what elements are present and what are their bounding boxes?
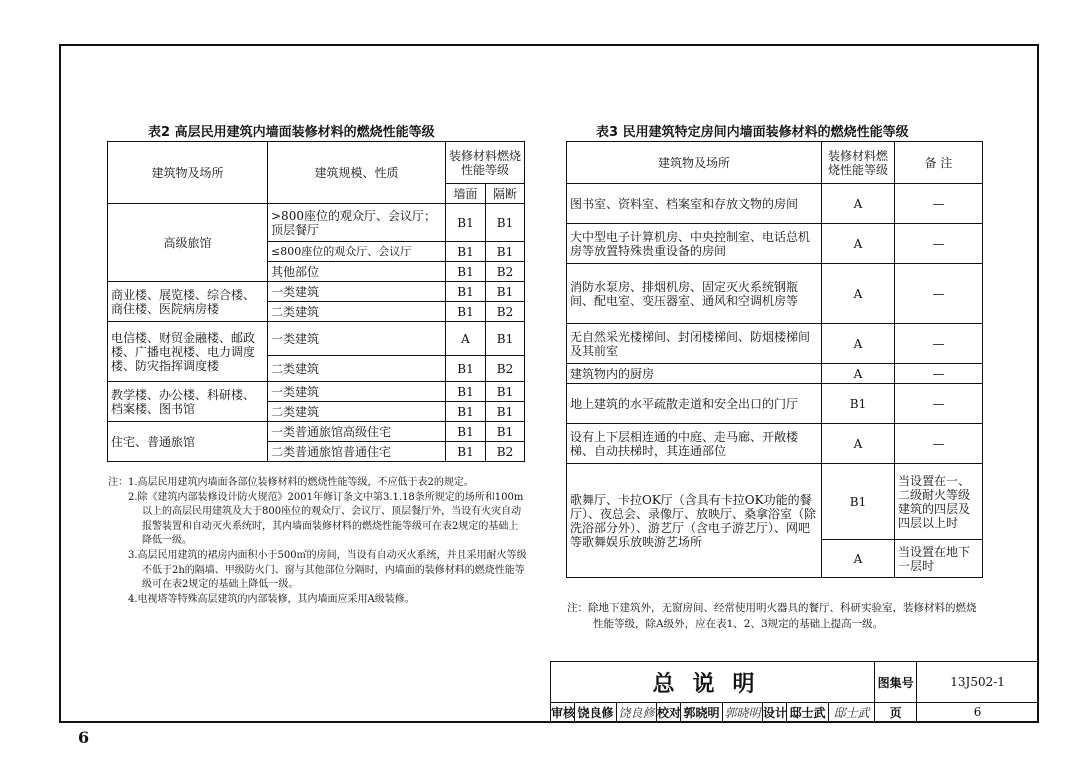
table2-notes-label: 注： [108, 477, 128, 488]
table2-group: 教学楼、办公楼、科研楼、档案楼、图书馆 [108, 382, 268, 422]
checker-name: 郭晓明 [681, 703, 723, 722]
table3-grade-cell: A [822, 264, 895, 324]
table2-scale-cell: 二类建筑 [268, 402, 446, 422]
table3-place-cell: 图书室、资料室、档案室和存放文物的房间 [567, 184, 822, 224]
table2 [107, 141, 525, 462]
table2-head-scale: 建筑规模、性质 [268, 142, 446, 204]
table2-scale-cell: 二类建筑 [268, 302, 446, 322]
table2-partition-cell: B1 [486, 204, 525, 242]
table3-grade-cell: A [822, 324, 895, 364]
table3-head-grade: 装修材料燃烧性能等级 [822, 142, 895, 184]
table3-remark-cell: — [895, 364, 983, 384]
table3-note: 注：除地下建筑外，无窗房间、经常使用明火器具的餐厅、科研实验室，装修材料的燃烧性能等级，除A级外，应在表1、2、3规定的基础上提高一级。 [567, 602, 977, 630]
table3-grade-cell: A [822, 424, 895, 464]
table2-scale-cell: 其他部位 [268, 262, 446, 282]
designer-signature: 邸士武 [829, 703, 875, 722]
table2-partition-cell: B1 [486, 382, 525, 402]
table3-grade-cell: B1 [822, 384, 895, 424]
drawing-title: 总说明 [652, 671, 773, 697]
table2-partition-cell: B1 [486, 322, 525, 356]
table2-wall-cell: B1 [446, 422, 486, 442]
table3-grade-cell: B1 [822, 464, 895, 540]
reviewer-name: 饶良修 [575, 703, 617, 722]
table2-partition-cell: B2 [486, 302, 525, 322]
table2-notes [108, 476, 528, 607]
table2-head-building: 建筑物及场所 [108, 142, 268, 204]
table3-grade-cell: A [822, 184, 895, 224]
table3-notes [567, 600, 985, 632]
table2-partition-cell: B2 [486, 356, 525, 382]
check-label: 校对 [657, 703, 681, 722]
table3-head-remark: 备 注 [895, 142, 983, 184]
title-cell [551, 662, 875, 703]
table2-wall-cell: B1 [446, 302, 486, 322]
table2-head-partition: 隔断 [486, 184, 525, 204]
table3-remark-cell: — [895, 224, 983, 264]
table2-scale-cell: 一类建筑 [268, 322, 446, 356]
table2-scale-cell: 一类建筑 [268, 282, 446, 302]
table2-scale-cell: 一类建筑 [268, 382, 446, 402]
table3-grade-cell: A [822, 224, 895, 264]
table2-wall-cell: B1 [446, 242, 486, 262]
table3-notes-label: 注： [567, 602, 588, 614]
table3-place-cell: 消防水泵房、排烟机房、固定灭火系统钢瓶间、配电室、变压器室、通风和空调机房等 [567, 264, 822, 324]
table2-wall-cell: B1 [446, 442, 486, 462]
table2-partition-cell: B1 [486, 402, 525, 422]
table2-scale-cell: 一类普通旅馆高级住宅 [268, 422, 446, 442]
table2-group: 高级旅馆 [108, 204, 268, 282]
table2-partition-cell: B1 [486, 282, 525, 302]
table3-caption: 表3 民用建筑特定房间内墙面装修材料的燃烧性能等级 [596, 125, 909, 140]
table3-place-cell: 设有上下层相连通的中庭、走马廊、开敞楼梯、自动扶梯时，其连通部位 [567, 424, 822, 464]
table2-partition-cell: B2 [486, 262, 525, 282]
checker-signature: 郭晓明 [723, 703, 763, 722]
table3-remark-cell: 当设置在一、二级耐火等级建筑的四层及四层以上时 [895, 464, 983, 540]
review-label: 审核 [551, 703, 575, 722]
table2-note: 4.电视塔等特殊高层建筑的内部装修，其内墙面应采用A级装修。 [128, 593, 415, 605]
page-label: 页 [875, 703, 917, 722]
table3-remark-cell: — [895, 424, 983, 464]
table3-place-cell: 地上建筑的水平疏散走道和安全出口的门厅 [567, 384, 822, 424]
table3-place-cell: 歌舞厅、卡拉OK厅（含具有卡拉OK功能的餐厅）、夜总会、录像厅、放映厅、桑拿浴室（除洗浴部分外）、游艺厅（含电子游艺厅）、网吧等歌舞娱乐放映游艺场所 [567, 464, 822, 578]
table2-group: 住宅、普通旅馆 [108, 422, 268, 462]
table3-grade-cell: A [822, 364, 895, 384]
table2-wall-cell: B1 [446, 282, 486, 302]
table3-remark-cell: — [895, 324, 983, 364]
table3-place-cell: 无自然采光楼梯间、封闭楼梯间、防烟楼梯间及其前室 [567, 324, 822, 364]
table2-scale-cell: 二类普通旅馆普通住宅 [268, 442, 446, 462]
table2-caption: 表2 高层民用建筑内墙面装修材料的燃烧性能等级 [148, 125, 435, 140]
table2-scale-cell: 二类建筑 [268, 356, 446, 382]
table2-wall-cell: B1 [446, 382, 486, 402]
title-block [550, 661, 1039, 722]
table2-wall-cell: A [446, 322, 486, 356]
table3-remark-cell: — [895, 384, 983, 424]
table2-wall-cell: B1 [446, 204, 486, 242]
table2-wall-cell: B1 [446, 262, 486, 282]
table2-group: 商业楼、展览楼、综合楼、商住楼、医院病房楼 [108, 282, 268, 322]
table2-scale-cell: >800座位的观众厅、会议厅；顶层餐厅 [268, 204, 446, 242]
atlas-number: 13J502-1 [917, 662, 1039, 703]
table2-partition-cell: B2 [486, 442, 525, 462]
table3 [566, 141, 983, 578]
table3-place-cell: 建筑物内的厨房 [567, 364, 822, 384]
table2-partition-cell: B1 [486, 242, 525, 262]
table2-head-grade: 装修材料燃烧性能等级 [446, 142, 525, 184]
sheet-page-number: 6 [917, 703, 1039, 722]
table2-note: 2.除《建筑内部装修设计防火规范》2001年修订条文中第3.1.18条所规定的场所和100m以上的高层民用建筑及大于800座位的观众厅、会议厅、顶层餐厅外，当设有火灾自动报警装置和自动灭火系统时，其内墙面装修材料的燃烧性能等级可在表2规定的基础上降低一级。 [128, 491, 524, 547]
table2-partition-cell: B1 [486, 422, 525, 442]
table2-scale-cell: ≤800座位的观众厅、会议厅 [268, 242, 446, 262]
table2-note: 注：1.高层民用建筑内墙面各部位装修材料的燃烧性能等级，不应低于表2的规定。 [108, 477, 474, 488]
table3-place-cell: 大中型电子计算机房、中央控制室、电话总机房等放置特殊贵重设备的房间 [567, 224, 822, 264]
table2-wall-cell: B1 [446, 356, 486, 382]
table2-head-wall: 墙面 [446, 184, 486, 204]
table3-remark-cell: — [895, 184, 983, 224]
table2-note: 3.高层民用建筑的裙房内面积小于500㎡的房间，当设有自动灭火系统，并且采用耐火等级不低于2h的隔墙、甲级防火门、窗与其他部位分隔时，内墙面的装修材料的燃烧性能等级可在表2规定的基础上降低一级。 [128, 549, 527, 591]
table2-wall-cell: B1 [446, 402, 486, 422]
atlas-label: 图集号 [875, 662, 917, 703]
page-number: 6 [78, 728, 90, 747]
table3-remark-cell: — [895, 264, 983, 324]
table3-head-building: 建筑物及场所 [567, 142, 822, 184]
table3-remark-cell: 当设置在地下一层时 [895, 540, 983, 578]
design-label: 设计 [763, 703, 787, 722]
table2-group: 电信楼、财贸金融楼、邮政楼、广播电视楼、电力调度楼、防灾指挥调度楼 [108, 322, 268, 382]
reviewer-signature: 饶良修 [617, 703, 657, 722]
table3-grade-cell: A [822, 540, 895, 578]
designer-name: 邸士武 [787, 703, 829, 722]
